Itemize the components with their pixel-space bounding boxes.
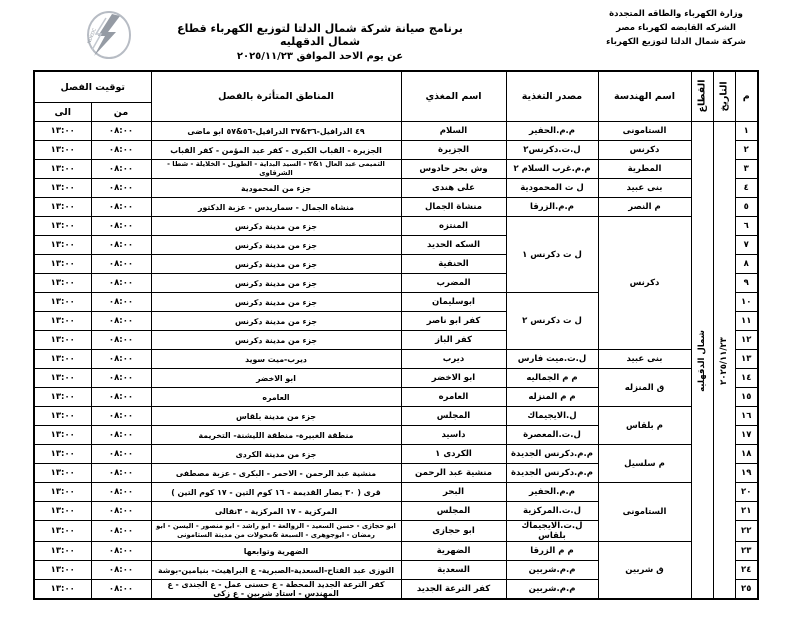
cell-areas: جزء من مدينة دكرنس	[151, 331, 401, 350]
cell-areas: منشاة الجمال - سماريدس - عزبة الدكتور	[151, 198, 401, 217]
cell-areas: ديرب-ميت سويد	[151, 350, 401, 369]
cell-feeder: العامره	[401, 388, 506, 407]
cell-row-number: ١٤	[735, 369, 758, 388]
cell-feeder: السلام	[401, 122, 506, 141]
header-from-time: من	[91, 103, 151, 122]
cell-areas: جزء من مدينة الكردى	[151, 445, 401, 464]
cell-row-number: ٩	[735, 274, 758, 293]
cell-from-time: ٠٨:٠٠	[91, 426, 151, 445]
cell-source: م م الزرقا	[506, 542, 598, 561]
cell-row-number: ٢١	[735, 502, 758, 521]
cell-areas: جزء من مدينة دكرنس	[151, 274, 401, 293]
cell-feeder: كفر الباز	[401, 331, 506, 350]
cell-to-time: ١٣:٠٠	[34, 331, 91, 350]
cell-source: ل.ت.دكرنس٢	[506, 141, 598, 160]
table-row	[34, 217, 758, 236]
letterhead-holding-company: الشركه القابضه لكهرباء مصر	[616, 23, 736, 34]
letterhead-ministry: وزارة الكهرباء والطاقه المتجددة	[609, 9, 743, 19]
cell-to-time: ١٣:٠٠	[34, 141, 91, 160]
cell-engineering: م بلقاس	[598, 407, 691, 445]
cell-to-time: ١٣:٠٠	[34, 464, 91, 483]
cell-source: م.م.الزرقا	[506, 198, 598, 217]
cell-row-number: ٣	[735, 160, 758, 179]
cell-engineering: م النصر	[598, 198, 691, 217]
cell-row-number: ٢٢	[735, 521, 758, 542]
cell-row-number: ١٨	[735, 445, 758, 464]
cell-from-time: ٠٨:٠٠	[91, 217, 151, 236]
cell-row-number: ١٢	[735, 331, 758, 350]
cell-areas: ابو حجازى - حسن السعيد - الزوالعة - ابو راشد - ابو منصور - اليسن - ابو رمضان - ابوجوهرى - السبعة &محولات من مدينة الستامونى	[151, 521, 401, 542]
cell-areas: الجزيرة - القباب الكبرى - كفر عبد المؤمن - كفر القباب	[151, 141, 401, 160]
cell-feeder: منشية عبد الرحمن	[401, 464, 506, 483]
cell-to-time: ١٣:٠٠	[34, 483, 91, 502]
cell-sector: شمال الدقهليه	[691, 122, 713, 600]
cell-from-time: ٠٨:٠٠	[91, 407, 151, 426]
cell-feeder: السكه الحديد	[401, 236, 506, 255]
cell-feeder: ابوسليمان	[401, 293, 506, 312]
cell-feeder: على هندى	[401, 179, 506, 198]
cell-row-number: ٢٠	[735, 483, 758, 502]
cell-row-number: ١٠	[735, 293, 758, 312]
header-outage-timing: توقيت الفصل	[34, 71, 151, 103]
cell-to-time: ١٣:٠٠	[34, 350, 91, 369]
cell-from-time: ٠٨:٠٠	[91, 521, 151, 542]
cell-from-time: ٠٨:٠٠	[91, 312, 151, 331]
cell-source: ل ت دكرنس ١	[506, 217, 598, 293]
cell-row-number: ١٦	[735, 407, 758, 426]
cell-to-time: ١٣:٠٠	[34, 236, 91, 255]
cell-feeder: الحنفية	[401, 255, 506, 274]
cell-areas: جزء من مدينة دكرنس	[151, 236, 401, 255]
header-date: التاريخ	[713, 71, 735, 122]
cell-engineering: بنى عبيد	[598, 179, 691, 198]
cell-source: م.م.غرب السلام ٢	[506, 160, 598, 179]
cell-feeder: المجلس	[401, 502, 506, 521]
cell-row-number: ٨	[735, 255, 758, 274]
title-line2: عن يوم الاحد الموافق ٢٠٢٥/١١/٢٣	[236, 51, 404, 62]
cell-to-time: ١٣:٠٠	[34, 122, 91, 141]
cell-source: ل ت دكرنس ٢	[506, 293, 598, 350]
cell-to-time: ١٣:٠٠	[34, 179, 91, 198]
table-row	[34, 369, 758, 388]
cell-from-time: ٠٨:٠٠	[91, 331, 151, 350]
cell-from-time: ٠٨:٠٠	[91, 502, 151, 521]
cell-to-time: ١٣:٠٠	[34, 521, 91, 542]
table-row	[34, 445, 758, 464]
cell-to-time: ١٣:٠٠	[34, 407, 91, 426]
header-row-number: م	[735, 71, 758, 122]
cell-to-time: ١٣:٠٠	[34, 426, 91, 445]
cell-areas: منطقة الغبيرة- منطقة الليشنة- التخريمة	[151, 426, 401, 445]
header-feeder-name: اسم المغذي	[401, 71, 506, 122]
cell-from-time: ٠٨:٠٠	[91, 198, 151, 217]
table-row	[34, 542, 758, 561]
cell-row-number: ٥	[735, 198, 758, 217]
cell-areas: التميمى عبد العال ١&٢ - السيد البداية - الطويل - الخلايلة - شطا - الشرقاوى	[151, 160, 401, 179]
cell-feeder: ديرب	[401, 350, 506, 369]
cell-from-time: ٠٨:٠٠	[91, 561, 151, 580]
table-row	[34, 160, 758, 179]
cell-source: م م الجماليه	[506, 369, 598, 388]
table-row	[34, 179, 758, 198]
cell-row-number: ٦	[735, 217, 758, 236]
cell-to-time: ١٣:٠٠	[34, 580, 91, 600]
header-affected-areas: المناطق المتأثرة بالفصل	[151, 71, 401, 122]
cell-row-number: ٢٣	[735, 542, 758, 561]
cell-feeder: ابو حجازى	[401, 521, 506, 542]
cell-row-number: ١	[735, 122, 758, 141]
cell-feeder: المنتزه	[401, 217, 506, 236]
cell-feeder: كفر ابو ناصر	[401, 312, 506, 331]
cell-to-time: ١٣:٠٠	[34, 445, 91, 464]
cell-source: م.م.دكرنس الجديدة	[506, 445, 598, 464]
cell-row-number: ١٩	[735, 464, 758, 483]
cell-areas: ٤٩ الدرافيل-٣٦&٣٧ الدرافيل-٥٦&٥٧ ابو ماضى	[151, 122, 401, 141]
cell-source: م.م.الحفير	[506, 122, 598, 141]
cell-to-time: ١٣:٠٠	[34, 542, 91, 561]
table-row	[34, 122, 758, 141]
header-sector: القطاع	[691, 71, 713, 122]
table-row	[34, 407, 758, 426]
cell-row-number: ٤	[735, 179, 758, 198]
cell-from-time: ٠٨:٠٠	[91, 388, 151, 407]
cell-areas: التوزى عبد الفتاح-السعدية-الصبرية- ع البراهيث- بنيامين-بوشة	[151, 561, 401, 580]
cell-to-time: ١٣:٠٠	[34, 369, 91, 388]
cell-to-time: ١٣:٠٠	[34, 388, 91, 407]
cell-from-time: ٠٨:٠٠	[91, 483, 151, 502]
cell-row-number: ١٧	[735, 426, 758, 445]
cell-engineering: م سلسيل	[598, 445, 691, 483]
cell-from-time: ٠٨:٠٠	[91, 141, 151, 160]
cell-source: م م المنزله	[506, 388, 598, 407]
cell-areas: كفر الترعة الجديد المحطة - ع حسنى عمل - ع الجندى - ع المهندس - استاد شربين - ع زكى	[151, 580, 401, 600]
cell-source: م.م.دكرنس الجديدة	[506, 464, 598, 483]
cell-source: ل.الايجيماك	[506, 407, 598, 426]
cell-to-time: ١٣:٠٠	[34, 255, 91, 274]
logo-text: NDEDC	[87, 27, 98, 45]
cell-areas: قرى ( ٣٠ بصار القديمة - ١٦ كوم التين - ١٧ كوم التين )	[151, 483, 401, 502]
cell-source: م.م.الحفير	[506, 483, 598, 502]
cell-source: ل.ت.الايجيماك بلقاس	[506, 521, 598, 542]
cell-feeder: منشاة الجمال	[401, 198, 506, 217]
cell-feeder: السعدية	[401, 561, 506, 580]
header-engineering-name: اسم الهندسة	[598, 71, 691, 122]
cell-to-time: ١٣:٠٠	[34, 274, 91, 293]
cell-row-number: ٢	[735, 141, 758, 160]
cell-from-time: ٠٨:٠٠	[91, 179, 151, 198]
cell-engineering: الستامونى	[598, 122, 691, 141]
cell-feeder: المجلس	[401, 407, 506, 426]
cell-areas: المركزية - ١٧ المركزية - ٣نقالى	[151, 502, 401, 521]
cell-engineering: ق المنزله	[598, 369, 691, 407]
cell-areas: جزء من مدينة بلقاس	[151, 407, 401, 426]
maintenance-table	[33, 70, 759, 600]
cell-feeder: داسيد	[401, 426, 506, 445]
cell-source: ل.ت.المعصرة	[506, 426, 598, 445]
cell-row-number: ٢٤	[735, 561, 758, 580]
cell-row-number: ١١	[735, 312, 758, 331]
cell-row-number: ١٣	[735, 350, 758, 369]
cell-feeder: الكردى ١	[401, 445, 506, 464]
cell-from-time: ٠٨:٠٠	[91, 274, 151, 293]
cell-feeder: كفر الترعة الجديد	[401, 580, 506, 600]
cell-engineering: الستامونى	[598, 483, 691, 542]
cell-from-time: ٠٨:٠٠	[91, 160, 151, 179]
letterhead	[576, 7, 776, 49]
cell-areas: جزء من مدينة دكرنس	[151, 293, 401, 312]
cell-engineering: دكرنس	[598, 141, 691, 160]
cell-row-number: ٢٥	[735, 580, 758, 600]
cell-areas: الضهرية وتوابعها	[151, 542, 401, 561]
cell-from-time: ٠٨:٠٠	[91, 293, 151, 312]
cell-feeder: المضرب	[401, 274, 506, 293]
cell-from-time: ٠٨:٠٠	[91, 236, 151, 255]
letterhead-company: شركة شمال الدلتا لتوزيع الكهرباء	[606, 37, 746, 48]
cell-engineering: دكرنس	[598, 217, 691, 350]
cell-feeder: البحر	[401, 483, 506, 502]
table-row	[34, 350, 758, 369]
cell-to-time: ١٣:٠٠	[34, 502, 91, 521]
table-row	[34, 483, 758, 502]
cell-from-time: ٠٨:٠٠	[91, 445, 151, 464]
cell-date: ٢٠٢٥/١١/٢٣	[713, 122, 735, 600]
cell-to-time: ١٣:٠٠	[34, 160, 91, 179]
cell-to-time: ١٣:٠٠	[34, 561, 91, 580]
company-logo-icon	[76, 8, 138, 64]
header-feeding-source: مصدر التغذية	[506, 71, 598, 122]
cell-areas: ابو الاخضر	[151, 369, 401, 388]
document-title	[160, 22, 480, 62]
cell-from-time: ٠٨:٠٠	[91, 464, 151, 483]
cell-from-time: ٠٨:٠٠	[91, 542, 151, 561]
cell-areas: منشية عبد الرحمن - الاحمر - البكرى - عزبة مصطفى	[151, 464, 401, 483]
cell-source: ل.ت.ميت فارس	[506, 350, 598, 369]
cell-areas: جزء من مدينة دكرنس	[151, 217, 401, 236]
cell-areas: جزء من مدينة دكرنس	[151, 255, 401, 274]
cell-to-time: ١٣:٠٠	[34, 293, 91, 312]
cell-row-number: ٧	[735, 236, 758, 255]
header-to-time: الى	[34, 103, 91, 122]
cell-source: م.م.شربين	[506, 561, 598, 580]
cell-to-time: ١٣:٠٠	[34, 217, 91, 236]
cell-feeder: وش بحر حادوس	[401, 160, 506, 179]
cell-source: م.م.شربين	[506, 580, 598, 600]
cell-to-time: ١٣:٠٠	[34, 312, 91, 331]
cell-source: ل.ت.المركزية	[506, 502, 598, 521]
cell-engineering: ق شربين	[598, 542, 691, 600]
cell-row-number: ١٥	[735, 388, 758, 407]
title-line1: برنامج صيانة شركة شمال الدلتا لتوزيع الكهرباء قطاع شمال الدقهليه	[177, 22, 463, 48]
cell-engineering: المطرية	[598, 160, 691, 179]
cell-feeder: ابو الاخضر	[401, 369, 506, 388]
cell-from-time: ٠٨:٠٠	[91, 350, 151, 369]
cell-source: ل ت المحمودية	[506, 179, 598, 198]
cell-from-time: ٠٨:٠٠	[91, 580, 151, 600]
table-row	[34, 141, 758, 160]
cell-feeder: الضهرية	[401, 542, 506, 561]
cell-feeder: الجزيرة	[401, 141, 506, 160]
cell-to-time: ١٣:٠٠	[34, 198, 91, 217]
cell-areas: جزء من المحمودية	[151, 179, 401, 198]
cell-engineering: بنى عبيد	[598, 350, 691, 369]
cell-areas: جزء من مدينة دكرنس	[151, 312, 401, 331]
cell-from-time: ٠٨:٠٠	[91, 122, 151, 141]
cell-areas: العامره	[151, 388, 401, 407]
table-row	[34, 198, 758, 217]
cell-from-time: ٠٨:٠٠	[91, 255, 151, 274]
cell-from-time: ٠٨:٠٠	[91, 369, 151, 388]
